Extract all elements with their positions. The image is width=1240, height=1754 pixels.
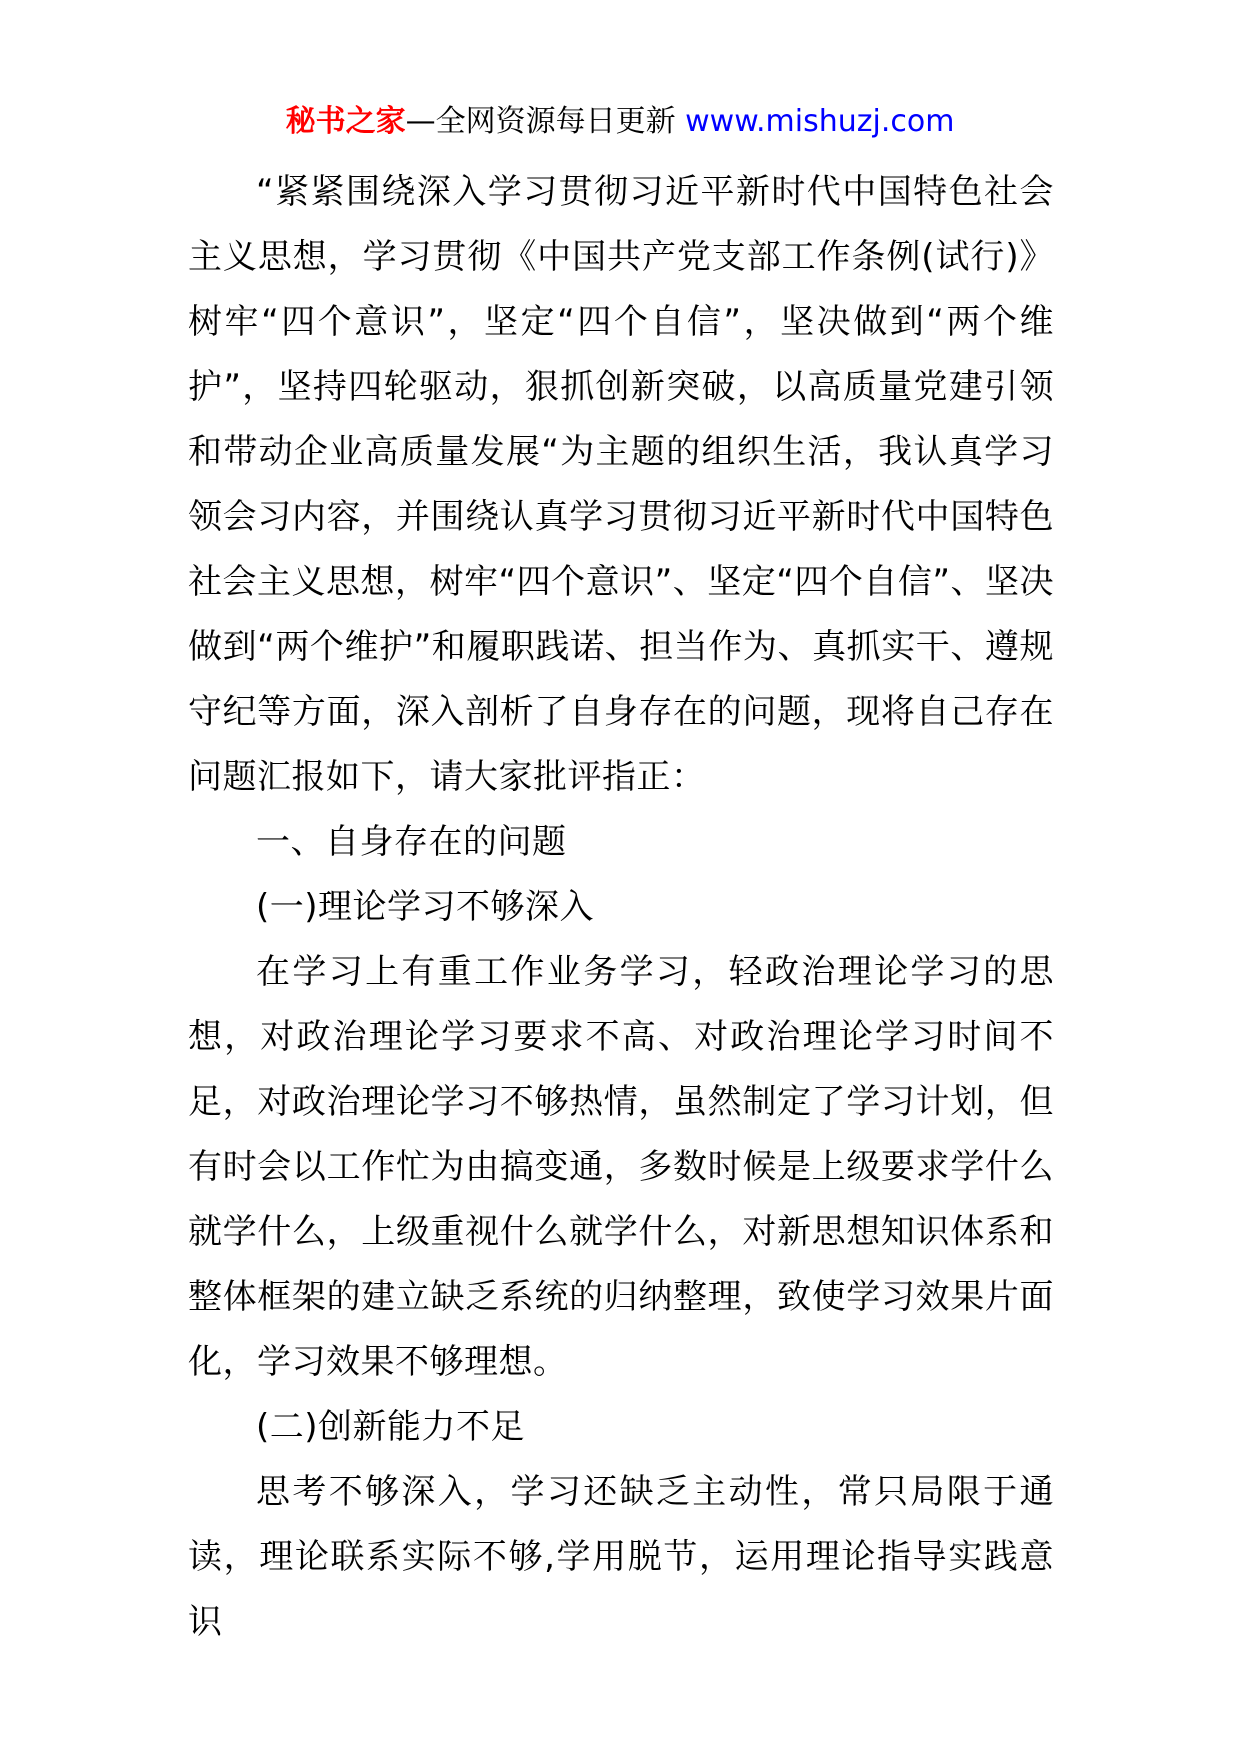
body-paragraph: 在学习上有重工作业务学习，轻政治理论学习的思想，对政治理论学习要求不高、对政治理论学习时间不足，对政治理论学习不够热情，虽然制定了学习计划，但有时会以工作忙为由搞变通，多数时候是上级要求学什么就学什么，上级重视什么就学什么，对新思想知识体系和整体框架的建立缺乏系统的归纳整理，致使学习效果片面化，学习效果不够理想。: [188, 952, 1054, 1382]
site-brand: 秘书之家: [285, 104, 406, 139]
subsection-heading: (二)创新能力不足: [256, 1407, 526, 1447]
section-heading: 一、自身存在的问题: [256, 822, 567, 862]
body-paragraph: 思考不够深入，学习还缺乏主动性，常只局限于通读，理论联系实际不够,学用脱节，运用理论指导实践意识: [188, 1472, 1054, 1642]
site-url: www.mishuzj.com: [685, 104, 955, 139]
document-body: [188, 160, 1054, 1655]
page-header: [0, 100, 1240, 144]
site-tagline: —全网资源每日更新: [405, 104, 686, 139]
subsection-heading: (一)理论学习不够深入: [256, 887, 595, 927]
intro-paragraph: “紧紧围绕深入学习贯彻习近平新时代中国特色社会主义思想，学习贯彻《中国共产党支部工作条例(试行)》树牢“四个意识”，坚定“四个自信”，坚决做到“两个维护”，坚持四轮驱动，狠抓创新突破，以高质量党建引领和带动企业高质量发展“为主题的组织生活，我认真学习领会习内容，并围绕认真学习贯彻习近平新时代中国特色社会主义思想，树牢“四个意识”、坚定“四个自信”、坚决做到“两个维护”和履职践诺、担当作为、真抓实干、遵规守纪等方面，深入剖析了自身存在的问题，现将自己存在问题汇报如下，请大家批评指正：: [188, 172, 1054, 797]
